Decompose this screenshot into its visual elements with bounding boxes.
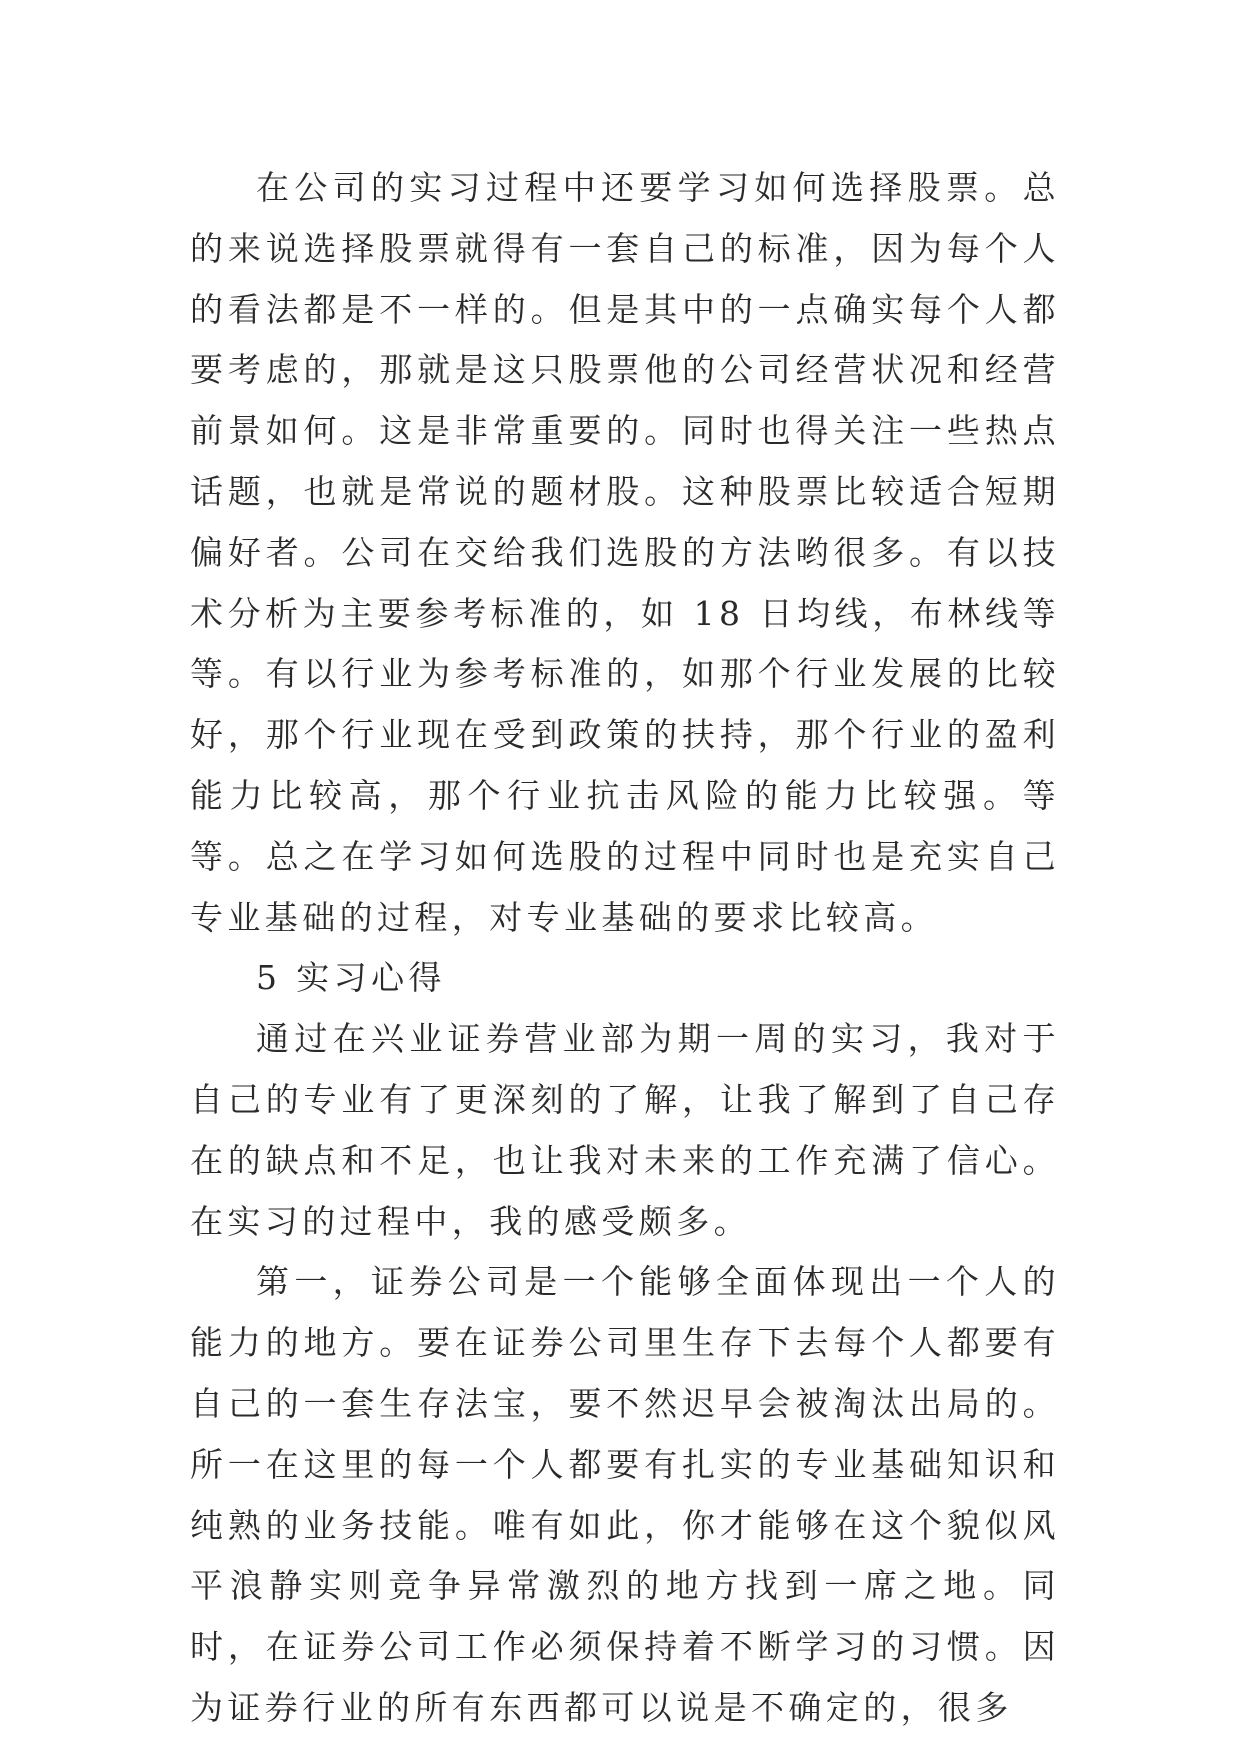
section-heading-internship-experience: 5 实习心得 (256, 958, 446, 998)
document-page (190, 158, 1060, 1739)
paragraph-stock-selection: 在公司的实习过程中还要学习如何选择股票。总的来说选择股票就得有一套自己的标准，因为每个人的看法都是不一样的。但是其中的一点确实每个人都要考虑的，那就是这只股票他的公司经营状况和经营前景如何。这是非常重要的。同时也得关注一些热点话题，也就是常说的题材股。这种股票比较适合短期偏好者。公司在交给我们选股的方法哟很多。有以技术分析为主要参考标准的，如 18 日均线，布林线等等。有以行业为参考标准的，如那个行业发展的比较好，那个行业现在受到政策的扶持，那个行业的盈利能力比较高，那个行业抗击风险的能力比较强。等等。总之在学习如何选股的过程中同时也是充实自己专业基础的过程，对专业基础的要求比较高。 (190, 168, 1060, 937)
paragraph-first-point: 第一，证券公司是一个能够全面体现出一个人的能力的地方。要在证券公司里生存下去每个人都要有自己的一套生存法宝，要不然迟早会被淘汰出局的。所一在这里的每一个人都要有扎实的专业基础知识和纯熟的业务技能。唯有如此，你才能够在这个貌似风平浪静实则竞争异常激烈的地方找到一席之地。同时，在证券公司工作必须保持着不断学习的习惯。因为证券行业的所有东西都可以说是不确定的，很多 (190, 1262, 1060, 1727)
paragraph-internship-summary: 通过在兴业证券营业部为期一周的实习，我对于自己的专业有了更深刻的了解，让我了解到了自己存在的缺点和不足，也让我对未来的工作充满了信心。在实习的过程中，我的感受颇多。 (190, 1019, 1060, 1241)
